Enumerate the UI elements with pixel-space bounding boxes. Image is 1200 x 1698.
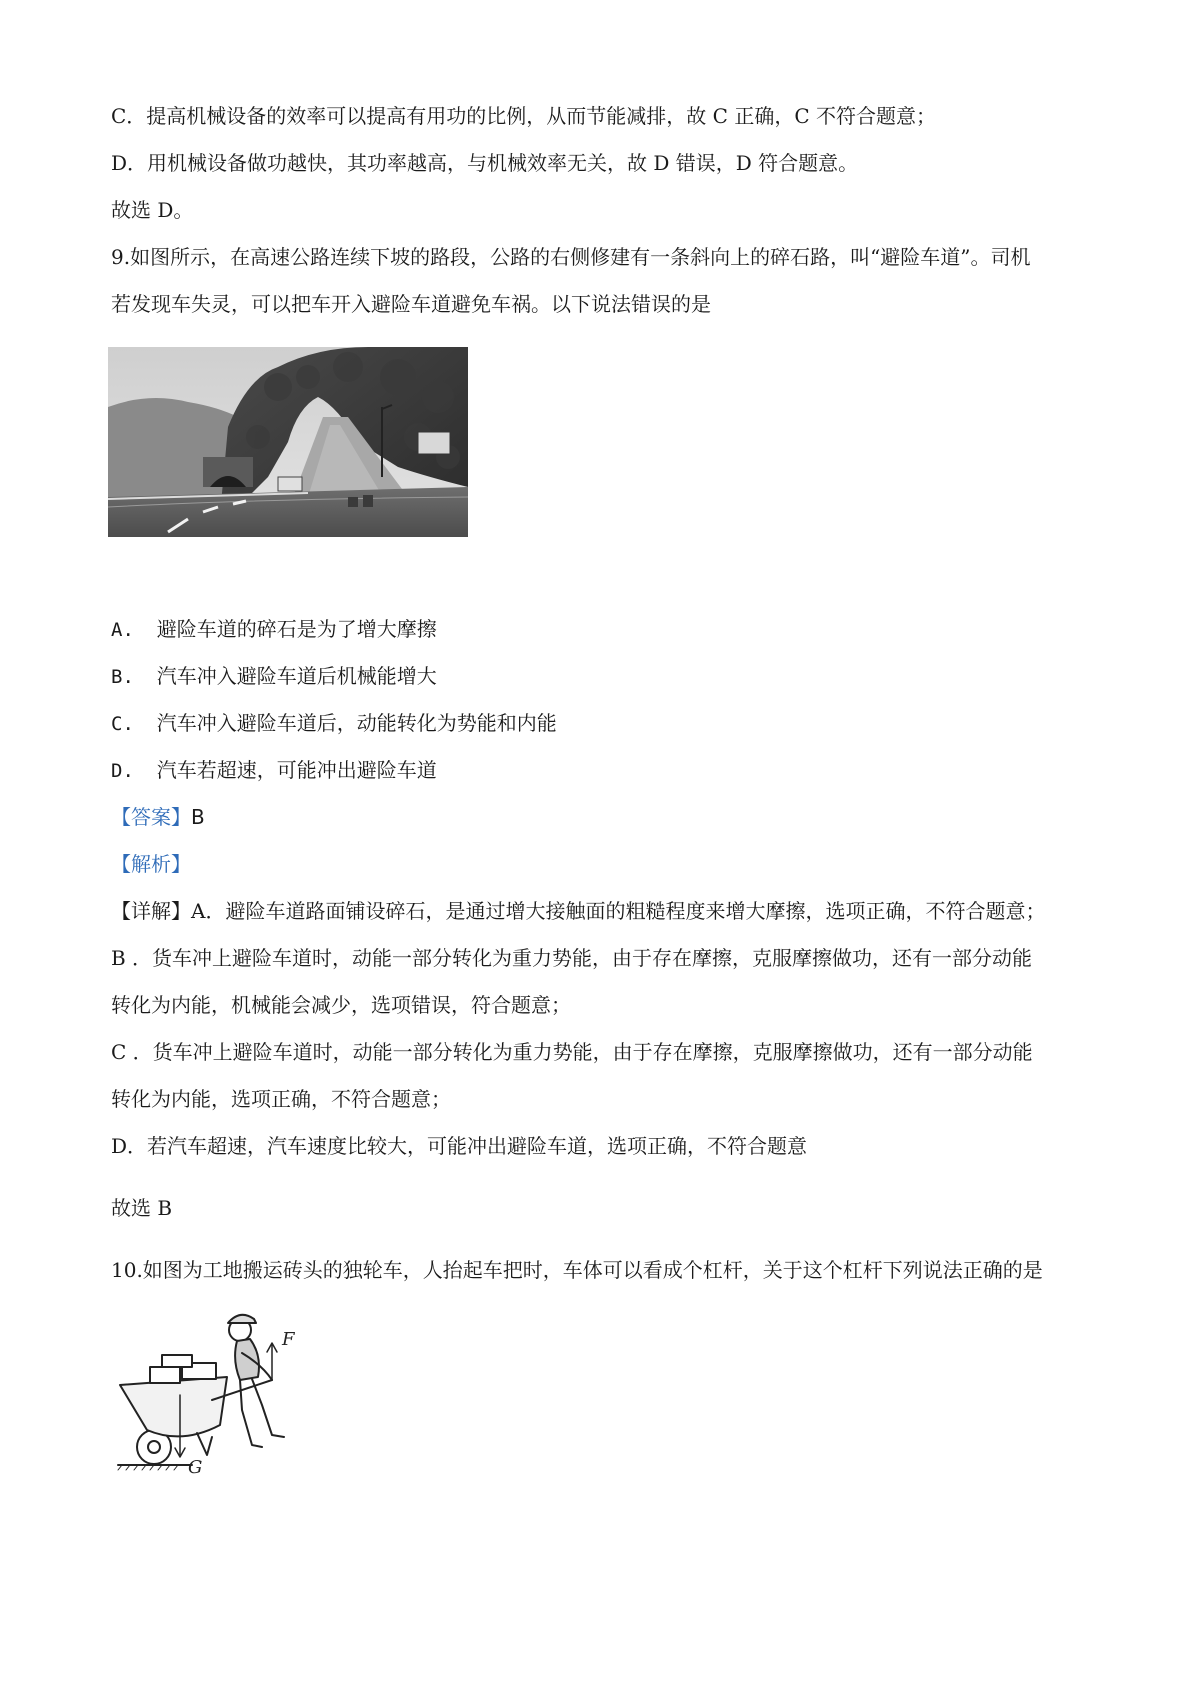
explanation-d-line: D．若汽车超速，汽车速度比较大，可能冲出避险车道，选项正确，不符合题意 [111,1134,808,1158]
prev-select-line: 故选 D。 [111,198,194,222]
detail-label: 【详解】 [111,899,191,923]
q9-stem-line1: 9.如图所示，在高速公路连续下坡的路段，公路的右侧修建有一条斜向上的碎石路，叫“避险车道”。司机 [111,245,1031,269]
prev-option-d-line: D．用机械设备做功越快，其功率越高，与机械效率无关，故 D 错误，D 符合题意。 [111,151,859,175]
answer-value: B [191,805,205,829]
explanation-a-text: A．避险车道路面铺设碎石，是通过增大接触面的粗糙程度来增大摩擦，选项正确，不符合题意； [191,899,1046,923]
option-text: 汽车若超速，可能冲出避险车道 [156,758,437,782]
gravity-label: G [188,1457,203,1478]
q9-stem-line2: 若发现车失灵，可以把车开入避险车道避免车祸。以下说法错误的是 [111,292,711,316]
explanation-c-line2: 转化为内能，选项正确，不符合题意； [111,1087,451,1111]
force-label: F [282,1329,295,1350]
answer-label: 【答案】 [111,805,191,829]
explanation-b-line1: B ．货车冲上避险车道时，动能一部分转化为重力势能，由于存在摩擦，克服摩擦做功，还有一部分动能 [111,946,1033,970]
option-text: 汽车冲入避险车道后机械能增大 [156,664,437,688]
wheelbarrow-illustration [112,1305,312,1480]
q9-option-c [111,709,557,738]
explanation-b-line2: 转化为内能，机械能会减少，选项错误，符合题意； [111,993,571,1017]
explanation-c-line1: C ．货车冲上避险车道时，动能一部分转化为重力势能，由于存在摩擦，克服摩擦做功，还有一部分动能 [111,1040,1033,1064]
option-letter: D. [111,760,134,782]
option-letter: B. [111,666,134,688]
explanation-a-line [111,897,1045,925]
analysis-label: 【解析】 [111,852,191,876]
option-letter: A. [111,619,134,641]
q10-stem-line1: 10.如图为工地搬运砖头的独轮车，人抬起车把时，车体可以看成个杠杆，关于这个杠杆下列说法正确的是 [111,1258,1043,1282]
explanation-select-line: 故选 B [111,1196,173,1220]
option-letter: C. [111,713,134,735]
escape-lane-photo [108,347,468,537]
q9-option-d [111,756,437,785]
q9-option-b [111,662,437,691]
option-text: 避险车道的碎石是为了增大摩擦 [156,617,437,641]
prev-option-c-line: C．提高机械设备的效率可以提高有用功的比例，从而节能减排，故 C 正确，C 不符合题意； [111,104,936,128]
option-text: 汽车冲入避险车道后，动能转化为势能和内能 [156,711,557,735]
answer-line [111,803,205,831]
q9-option-a [111,615,437,644]
analysis-line [111,850,191,878]
